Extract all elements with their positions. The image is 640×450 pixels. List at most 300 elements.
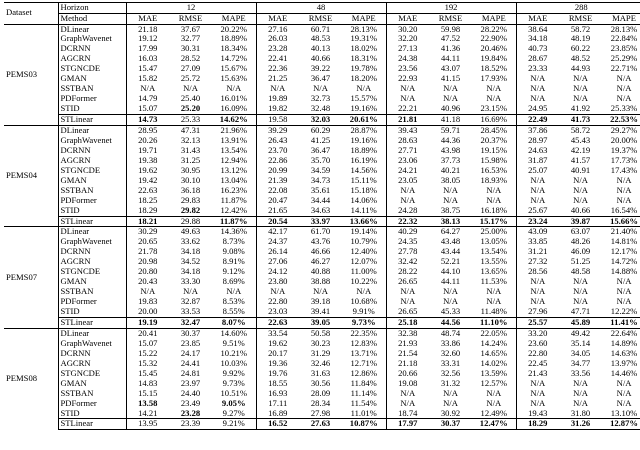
metric-cell: 19.19: [126, 317, 169, 328]
table-row: [4, 317, 640, 328]
metric-cell: 30.23: [310, 338, 331, 348]
metric-cell: 32.87: [180, 297, 201, 307]
metric-cell: 27.96: [528, 307, 548, 317]
metric-cell: N/A: [616, 185, 632, 195]
metric-cell: 12.42%: [212, 206, 256, 216]
metric-cell: N/A: [443, 398, 458, 408]
method-label: STID: [58, 104, 126, 114]
metric-cell: 19.38: [138, 155, 158, 165]
metric-cell: 47.31: [169, 125, 212, 135]
metric-cell: 17.99: [138, 44, 158, 54]
metric-cell: 19.14%: [342, 227, 386, 237]
metric-cell: 33.30: [180, 277, 201, 287]
metric-cell: N/A: [472, 186, 516, 196]
metric-cell: 11.41%: [602, 317, 640, 328]
metric-cell: N/A: [183, 84, 198, 94]
table-row: [4, 389, 640, 399]
metric-cell: N/A: [530, 398, 546, 408]
metric-cell: 16.18%: [472, 206, 516, 216]
metric-cell: 8.91%: [212, 257, 256, 267]
metric-cell: N/A: [616, 84, 632, 94]
metric-cell: N/A: [573, 175, 588, 185]
metric-cell: 14.24%: [472, 339, 516, 349]
metric-cell: 16.52: [256, 419, 299, 430]
metric-cell: 14.36%: [212, 227, 256, 237]
metric-cell: 24.41: [180, 358, 201, 368]
method-label: GMAN: [58, 379, 126, 389]
metric-cell: 12.49%: [472, 409, 516, 419]
metric-cell: 19.12: [138, 34, 158, 44]
metric-cell: N/A: [530, 84, 546, 94]
metric-header: MAPE: [342, 13, 386, 24]
metric-cell: 13.10%: [610, 408, 638, 418]
metric-cell: 20.17: [268, 348, 288, 358]
metric-cell: 20.22%: [212, 24, 256, 34]
metric-cell: 19.84%: [472, 54, 516, 64]
metric-cell: 23.49: [180, 398, 201, 408]
metric-cell: 21.25: [268, 74, 288, 84]
metric-cell: N/A: [616, 388, 632, 398]
metric-cell: 59.98: [429, 24, 472, 34]
metric-cell: 51.25: [570, 257, 591, 267]
metric-cell: 38.05: [440, 175, 461, 185]
metric-cell: 21.43: [528, 368, 548, 378]
metric-cell: 50.58: [299, 328, 342, 338]
metric-cell: 26.65: [398, 307, 418, 317]
method-label: SSTBAN: [58, 287, 126, 297]
metric-cell: N/A: [270, 287, 286, 297]
metric-cell: 32.38: [386, 328, 429, 338]
metric-cell: 18.21: [126, 216, 169, 227]
metric-cell: 9.73%: [212, 379, 256, 389]
metric-cell: 20.80: [138, 267, 158, 277]
method-label: DLinear: [58, 24, 126, 34]
metric-cell: 14.83: [138, 378, 158, 388]
table-row: [4, 307, 640, 317]
metric-cell: 21.65: [268, 205, 288, 215]
metric-cell: 19.31%: [342, 34, 386, 44]
metric-cell: 29.82: [180, 205, 201, 215]
metric-header: MAE: [386, 13, 429, 24]
metric-cell: 21.18: [398, 358, 418, 368]
metric-cell: N/A: [400, 185, 416, 195]
dataset-label: PEMS08: [4, 328, 58, 429]
metric-cell: 48.26: [570, 237, 591, 247]
metric-cell: 16.01%: [212, 94, 256, 104]
metric-cell: 29.88: [169, 216, 212, 227]
method-label: GraphWavenet: [58, 34, 126, 44]
metric-cell: N/A: [400, 398, 416, 408]
method-label: DCRNN: [58, 349, 126, 359]
method-label: AGCRN: [58, 257, 126, 267]
metric-cell: 44.36: [440, 135, 461, 145]
metric-cell: 29.27%: [602, 125, 640, 135]
metric-cell: N/A: [140, 84, 156, 94]
metric-cell: 15.66%: [602, 216, 640, 227]
method-label: STGNCDE: [58, 64, 126, 74]
table-row: [4, 24, 640, 34]
method-label: PDFormer: [58, 297, 126, 307]
method-label: DCRNN: [58, 146, 126, 156]
metric-cell: 28.97: [528, 135, 548, 145]
metric-cell: 20.65: [138, 237, 158, 247]
metric-cell: 9.51%: [212, 339, 256, 349]
metric-cell: N/A: [400, 287, 416, 297]
horizon-12: 12: [126, 3, 256, 14]
metric-cell: 19.42: [138, 175, 158, 185]
metric-cell: 23.85: [180, 338, 201, 348]
metric-cell: 19.76: [268, 368, 288, 378]
metric-cell: 26.14: [268, 247, 288, 257]
metric-cell: 9.27%: [212, 409, 256, 419]
metric-cell: 18.93%: [472, 176, 516, 186]
metric-cell: 9.73%: [342, 317, 386, 328]
metric-cell: 14.65%: [472, 349, 516, 359]
metric-cell: 8.53%: [212, 297, 256, 307]
metric-cell: 40.21: [440, 165, 461, 175]
metric-cell: N/A: [472, 196, 516, 206]
metric-cell: 10.68%: [342, 297, 386, 307]
metric-cell: 14.72%: [212, 54, 256, 64]
method-label: AGCRN: [58, 156, 126, 166]
metric-cell: 39.22: [310, 64, 331, 74]
metric-cell: 14.60%: [212, 328, 256, 338]
metric-cell: N/A: [472, 94, 516, 104]
metric-cell: 13.05%: [472, 237, 516, 247]
metric-cell: 21.54: [398, 348, 418, 358]
method-label: STLinear: [58, 216, 126, 227]
table-row: [4, 399, 640, 409]
metric-cell: N/A: [400, 297, 416, 307]
horizon-48: 48: [256, 3, 386, 14]
metric-cell: 9.91%: [342, 307, 386, 317]
metric-header: MAE: [126, 13, 169, 24]
header-row-horizon: [4, 3, 640, 14]
metric-cell: N/A: [573, 195, 588, 205]
metric-cell: 28.13%: [602, 24, 640, 34]
metric-cell: 21.39: [268, 175, 288, 185]
metric-cell: N/A: [472, 399, 516, 409]
metric-cell: N/A: [530, 185, 546, 195]
metric-cell: 22.05%: [472, 328, 516, 338]
metric-cell: 14.79: [138, 94, 158, 104]
table-row: [4, 339, 640, 349]
metric-cell: 12.57%: [472, 379, 516, 389]
table-row: [4, 74, 640, 84]
metric-cell: 40.66: [310, 54, 331, 64]
metric-header: MAE: [256, 13, 299, 24]
metric-cell: 33.97: [299, 216, 342, 227]
metric-cell: 25.33: [169, 115, 212, 126]
metric-cell: 30.37: [429, 419, 472, 430]
metric-cell: N/A: [400, 195, 416, 205]
metric-cell: 24.12: [268, 267, 288, 277]
metric-cell: N/A: [472, 84, 516, 94]
metric-cell: 41.36: [440, 44, 461, 54]
metric-cell: 30.95: [180, 165, 201, 175]
metric-cell: 17.97: [386, 419, 429, 430]
metric-cell: 32.77: [180, 34, 201, 44]
metric-cell: 22.21: [398, 104, 418, 114]
metric-cell: 25.00%: [472, 227, 516, 237]
metric-cell: 45.33: [440, 307, 461, 317]
metric-cell: 12.17%: [610, 247, 638, 257]
metric-cell: 13.59%: [472, 369, 516, 379]
metric-cell: 11.84%: [342, 379, 386, 389]
table-row: [4, 349, 640, 359]
metric-cell: 59.71: [429, 125, 472, 135]
metric-cell: N/A: [472, 287, 516, 297]
metric-cell: 21.96%: [212, 125, 256, 135]
metric-cell: 12.94%: [212, 156, 256, 166]
method-label: STGNCDE: [58, 267, 126, 277]
metric-cell: 35.61: [310, 185, 331, 195]
metric-cell: 22.63: [256, 317, 299, 328]
metric-cell: N/A: [616, 398, 632, 408]
metric-cell: 45.89: [559, 317, 602, 328]
metric-cell: 13.04%: [212, 176, 256, 186]
metric-cell: 31.21: [528, 247, 548, 257]
metric-cell: 9.92%: [212, 369, 256, 379]
metric-cell: 16.93: [268, 388, 288, 398]
metric-cell: 20.00: [138, 307, 158, 317]
metric-cell: 31.43: [180, 145, 201, 155]
metric-cell: 21.18: [126, 24, 169, 34]
metric-cell: 47.52: [440, 34, 461, 44]
metric-cell: 43.76: [310, 237, 331, 247]
metric-cell: 48.53: [310, 34, 331, 44]
method-label: STID: [58, 206, 126, 216]
metric-cell: 33.31: [440, 358, 461, 368]
metric-cell: 27.78: [398, 247, 418, 257]
method-label: PDFormer: [58, 196, 126, 206]
metric-cell: N/A: [212, 287, 256, 297]
metric-cell: N/A: [530, 378, 546, 388]
metric-cell: 21.40%: [602, 227, 640, 237]
metric-cell: 11.87%: [212, 216, 256, 227]
metric-cell: 18.02%: [342, 44, 386, 54]
method-label: STGNCDE: [58, 369, 126, 379]
metric-cell: 19.82: [268, 104, 288, 114]
metric-cell: 21.78: [138, 247, 158, 257]
metric-cell: 19.16%: [342, 104, 386, 114]
table-row: [4, 419, 640, 430]
table-row: [4, 54, 640, 64]
metric-cell: 16.09%: [212, 104, 256, 114]
metric-cell: 36.47: [310, 74, 331, 84]
metric-cell: 15.63%: [212, 74, 256, 84]
metric-cell: N/A: [573, 185, 588, 195]
metric-cell: 20.99: [268, 165, 288, 175]
method-label: SSTBAN: [58, 389, 126, 399]
metric-cell: 16.23%: [212, 186, 256, 196]
metric-cell: 30.29: [126, 227, 169, 237]
metric-cell: 40.66: [570, 205, 591, 215]
metric-cell: 9.08%: [212, 247, 256, 257]
metric-cell: 19.43: [528, 408, 548, 418]
metric-cell: 23.15%: [472, 104, 516, 114]
metric-cell: 38.88: [310, 277, 331, 287]
metric-cell: 16.19%: [342, 156, 386, 166]
metric-cell: 15.15: [138, 388, 158, 398]
metric-cell: 28.09: [310, 388, 331, 398]
metric-cell: N/A: [530, 388, 546, 398]
metric-cell: 28.52: [180, 54, 201, 64]
metric-cell: 41.73: [559, 115, 602, 126]
metric-cell: 39.29: [256, 125, 299, 135]
metric-cell: 14.46%: [610, 368, 638, 378]
table-row: [4, 369, 640, 379]
metric-cell: 20.46%: [472, 44, 516, 54]
metric-cell: 20.66: [398, 368, 418, 378]
metric-cell: 19.71: [138, 145, 158, 155]
method-label: DLinear: [58, 328, 126, 338]
metric-cell: 19.62: [268, 338, 288, 348]
metric-cell: 32.48: [310, 104, 331, 114]
metric-cell: 32.13: [180, 135, 201, 145]
table-row: [4, 277, 640, 287]
metric-cell: 44.11: [440, 54, 461, 64]
metric-cell: 32.20: [398, 34, 418, 44]
metric-cell: 12.07%: [342, 257, 386, 267]
metric-cell: 19.15%: [472, 146, 516, 156]
metric-cell: 32.73: [310, 94, 331, 104]
metric-cell: 31.63: [310, 368, 331, 378]
metric-cell: 14.62%: [212, 115, 256, 126]
metric-cell: 60.22: [570, 44, 591, 54]
metric-cell: N/A: [313, 84, 328, 94]
horizon-288: 288: [516, 3, 640, 14]
metric-cell: 25.29%: [610, 54, 638, 64]
metric-cell: 13.58: [138, 398, 158, 408]
table-row: [4, 136, 640, 146]
metric-cell: 30.37: [169, 328, 212, 338]
metric-cell: 13.12%: [212, 166, 256, 176]
metric-cell: 22.49: [516, 115, 559, 126]
metric-cell: 19.08: [398, 378, 418, 388]
metric-cell: 38.75: [440, 205, 461, 215]
table-row: [4, 247, 640, 257]
metric-cell: 23.28: [268, 44, 288, 54]
metric-cell: 34.63: [310, 205, 331, 215]
metric-cell: 31.80: [570, 408, 591, 418]
metric-cell: 18.29: [516, 419, 559, 430]
metric-cell: 18.89%: [342, 146, 386, 156]
metric-cell: 41.57: [570, 155, 591, 165]
metric-cell: 48.52: [570, 54, 591, 64]
metric-cell: N/A: [443, 287, 458, 297]
method-label: DCRNN: [58, 44, 126, 54]
metric-cell: 30.92: [440, 408, 461, 418]
method-label: GraphWavenet: [58, 136, 126, 146]
metric-cell: 14.72%: [610, 257, 638, 267]
metric-cell: 26.65: [398, 277, 418, 287]
metric-cell: 11.87%: [212, 196, 256, 206]
metric-cell: 15.07: [138, 104, 158, 114]
metric-cell: 25.72: [180, 74, 201, 84]
metric-cell: 24.38: [398, 54, 418, 64]
metric-cell: 12.71%: [342, 359, 386, 369]
metric-cell: 14.06%: [342, 196, 386, 206]
metric-cell: 15.17%: [472, 216, 516, 227]
metric-cell: 37.86: [516, 125, 559, 135]
metric-cell: 23.33: [528, 64, 548, 74]
table-row: [4, 186, 640, 196]
table-row: [4, 196, 640, 206]
table-row: [4, 146, 640, 156]
dataset-label: PEMS03: [4, 24, 58, 125]
metric-cell: 58.72: [559, 24, 602, 34]
table-row: [4, 84, 640, 94]
metric-cell: 45.43: [570, 135, 591, 145]
metric-cell: 28.34: [310, 398, 331, 408]
metric-cell: 28.13%: [342, 24, 386, 34]
metric-cell: 11.48%: [472, 307, 516, 317]
metric-cell: 14.63%: [610, 348, 638, 358]
metric-cell: 23.24: [516, 216, 559, 227]
metric-cell: N/A: [616, 74, 632, 84]
metric-cell: 40.91: [570, 165, 591, 175]
metric-cell: 35.70: [310, 155, 331, 165]
metric-cell: 17.93%: [472, 74, 516, 84]
metric-cell: N/A: [183, 287, 198, 297]
metric-cell: 18.20%: [342, 74, 386, 84]
table-row: [4, 44, 640, 54]
metric-cell: 39.18: [310, 297, 331, 307]
metric-cell: 40.13: [310, 44, 331, 54]
metric-cell: 18.52%: [472, 64, 516, 74]
metric-cell: 8.69%: [212, 277, 256, 287]
metric-cell: 33.62: [180, 237, 201, 247]
metric-cell: 14.73: [126, 115, 169, 126]
metric-cell: 25.20: [180, 104, 201, 114]
metric-cell: 30.10: [180, 175, 201, 185]
metric-cell: 31.32: [440, 378, 461, 388]
method-label: SSTBAN: [58, 84, 126, 94]
method-label: AGCRN: [58, 54, 126, 64]
metric-cell: 29.83: [180, 195, 201, 205]
metric-cell: 24.17: [180, 348, 201, 358]
metric-cell: N/A: [530, 287, 546, 297]
metric-cell: 26.43: [268, 135, 288, 145]
metric-cell: 25.57: [516, 317, 559, 328]
metric-cell: N/A: [400, 94, 416, 104]
metric-cell: 31.29: [310, 348, 331, 358]
metric-cell: 16.89: [268, 408, 288, 418]
metric-cell: 33.85: [528, 237, 548, 247]
metric-cell: 12.47%: [472, 419, 516, 430]
metric-cell: 17.11: [268, 398, 288, 408]
table-row: [4, 237, 640, 247]
metric-cell: 18.25: [138, 195, 158, 205]
table-row: [4, 34, 640, 44]
metric-cell: 9.21%: [212, 419, 256, 430]
metric-cell: 14.81%: [610, 237, 638, 247]
metric-cell: 26.03: [268, 34, 288, 44]
metric-cell: 15.45: [138, 368, 158, 378]
metric-cell: 43.48: [440, 237, 461, 247]
method-label: GraphWavenet: [58, 339, 126, 349]
metric-cell: 13.54%: [212, 146, 256, 156]
method-label: SSTBAN: [58, 186, 126, 196]
table-row: [4, 227, 640, 237]
metric-cell: 27.06: [268, 257, 288, 267]
metric-cell: N/A: [616, 378, 632, 388]
metric-cell: 32.56: [440, 368, 461, 378]
metric-cell: N/A: [573, 297, 588, 307]
metric-cell: 64.27: [429, 227, 472, 237]
metric-cell: 33.54: [256, 328, 299, 338]
